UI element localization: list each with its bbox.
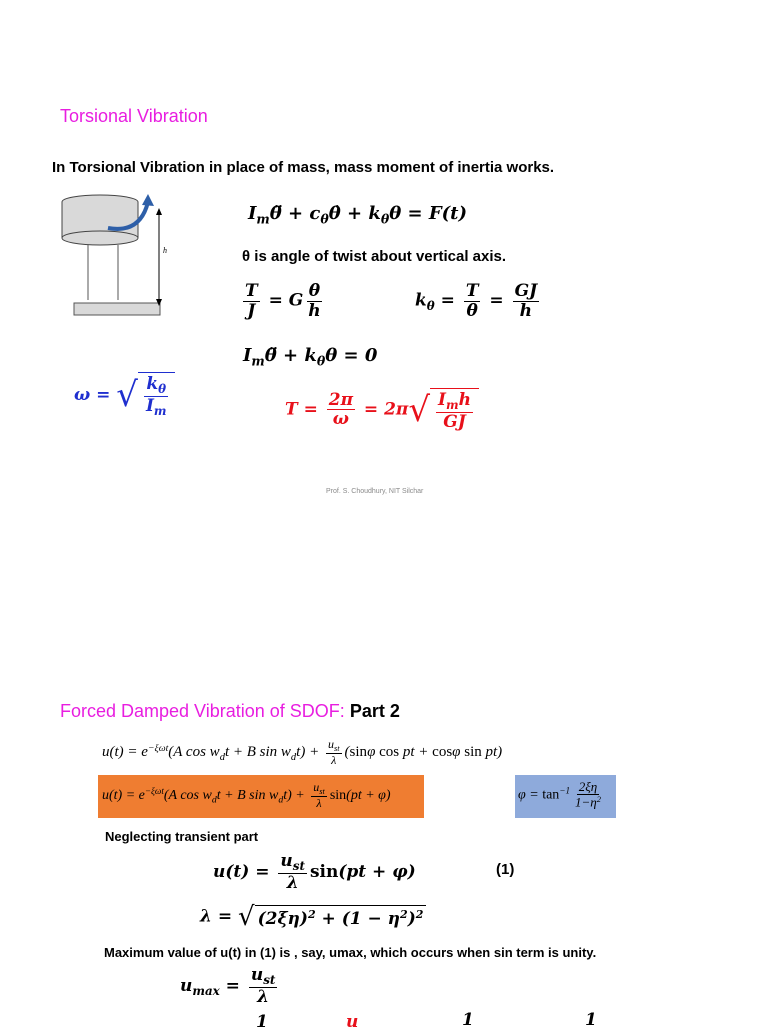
eq-free-vibration: $I_m\thetä + k_\theta\theta = 0$ xyxy=(243,345,378,369)
eq-combined-response: $u(t) = e^{-\xi\omega t}(A$ $\cos w_dt + B$ $\sin w_dt$) + $\frac{u_{st}}{\lambda}$ sin(pt + φ) xyxy=(102,780,391,811)
cutoff-glyph-4: 1 xyxy=(585,1010,597,1030)
torsional-pendulum-diagram xyxy=(60,190,180,320)
credit-footer: Prof. S. Choudhury, NIT Silchar xyxy=(326,488,424,495)
eq-lambda: λ = √ $(2\xi\eta)^2 + (1 - \eta^2)^2$ xyxy=(200,904,426,930)
cutoff-glyph-1: 1 xyxy=(256,1012,268,1032)
eq-torsional-motion: $I_m\thetä$ + $c_\theta\thetȧ + k_\theta\theta = F(t)$ xyxy=(248,203,467,227)
theta-note: θ is angle of twist about vertical axis. xyxy=(242,248,507,265)
eq-phase-angle: $\varphi = \tan^{-1}$ $\frac{2\xi\eta}{1-\eta^2}$ xyxy=(518,779,601,810)
slide1-intro: In Torsional Vibration in place of mass, mass moment of inertia works. xyxy=(52,159,555,176)
equation-number: (1) xyxy=(496,861,515,878)
eq-general-response: $u(t) = e^{-\xi\omega t}(A$ $\cos w_dt + B$ $\sin w_dt$) + $\frac{u_{st}}{\lambda}$ (sinφ cos pt + cosφ sin pt) xyxy=(102,737,503,768)
slide2-title xyxy=(60,701,400,722)
slide2-title-part: Part 2 xyxy=(349,701,400,721)
eq-period: T = $\frac{2\pi}{\omega}$ = 2π √ $\frac{I_mh}{GJ}$ xyxy=(285,388,479,432)
max-value-note: Maximum value of u(t) in (1) is , say, umax, which occurs when sin term is unity. xyxy=(104,945,597,960)
cutoff-glyph-3: 1 xyxy=(462,1010,474,1030)
diagram-h-label: h xyxy=(163,246,167,255)
eq-stiffness: $k_\theta$ = $\frac{T}{\theta}$ = $\frac{GJ}{h}$ xyxy=(415,281,538,321)
transient-note: Neglecting transient part xyxy=(105,829,259,844)
eq-umax: $u_{max}$ = $\frac{u_{st}}{\lambda}$ xyxy=(180,965,276,1008)
cutoff-glyph-2: u xyxy=(346,1012,359,1032)
slide2-title-colored: Forced Damped Vibration of SDOF: xyxy=(60,701,345,721)
slide1-title: Torsional Vibration xyxy=(60,106,208,126)
eq-torque: $\frac{T}{J}$ = G $\frac{\theta}{h}$ xyxy=(245,281,321,321)
eq-steady-state: u(t) = $\frac{u_{st}}{\lambda}$ sin(pt + φ) xyxy=(213,851,416,894)
eq-omega: ω = √ $\frac{k_\theta}{I_m}$ xyxy=(74,372,175,419)
